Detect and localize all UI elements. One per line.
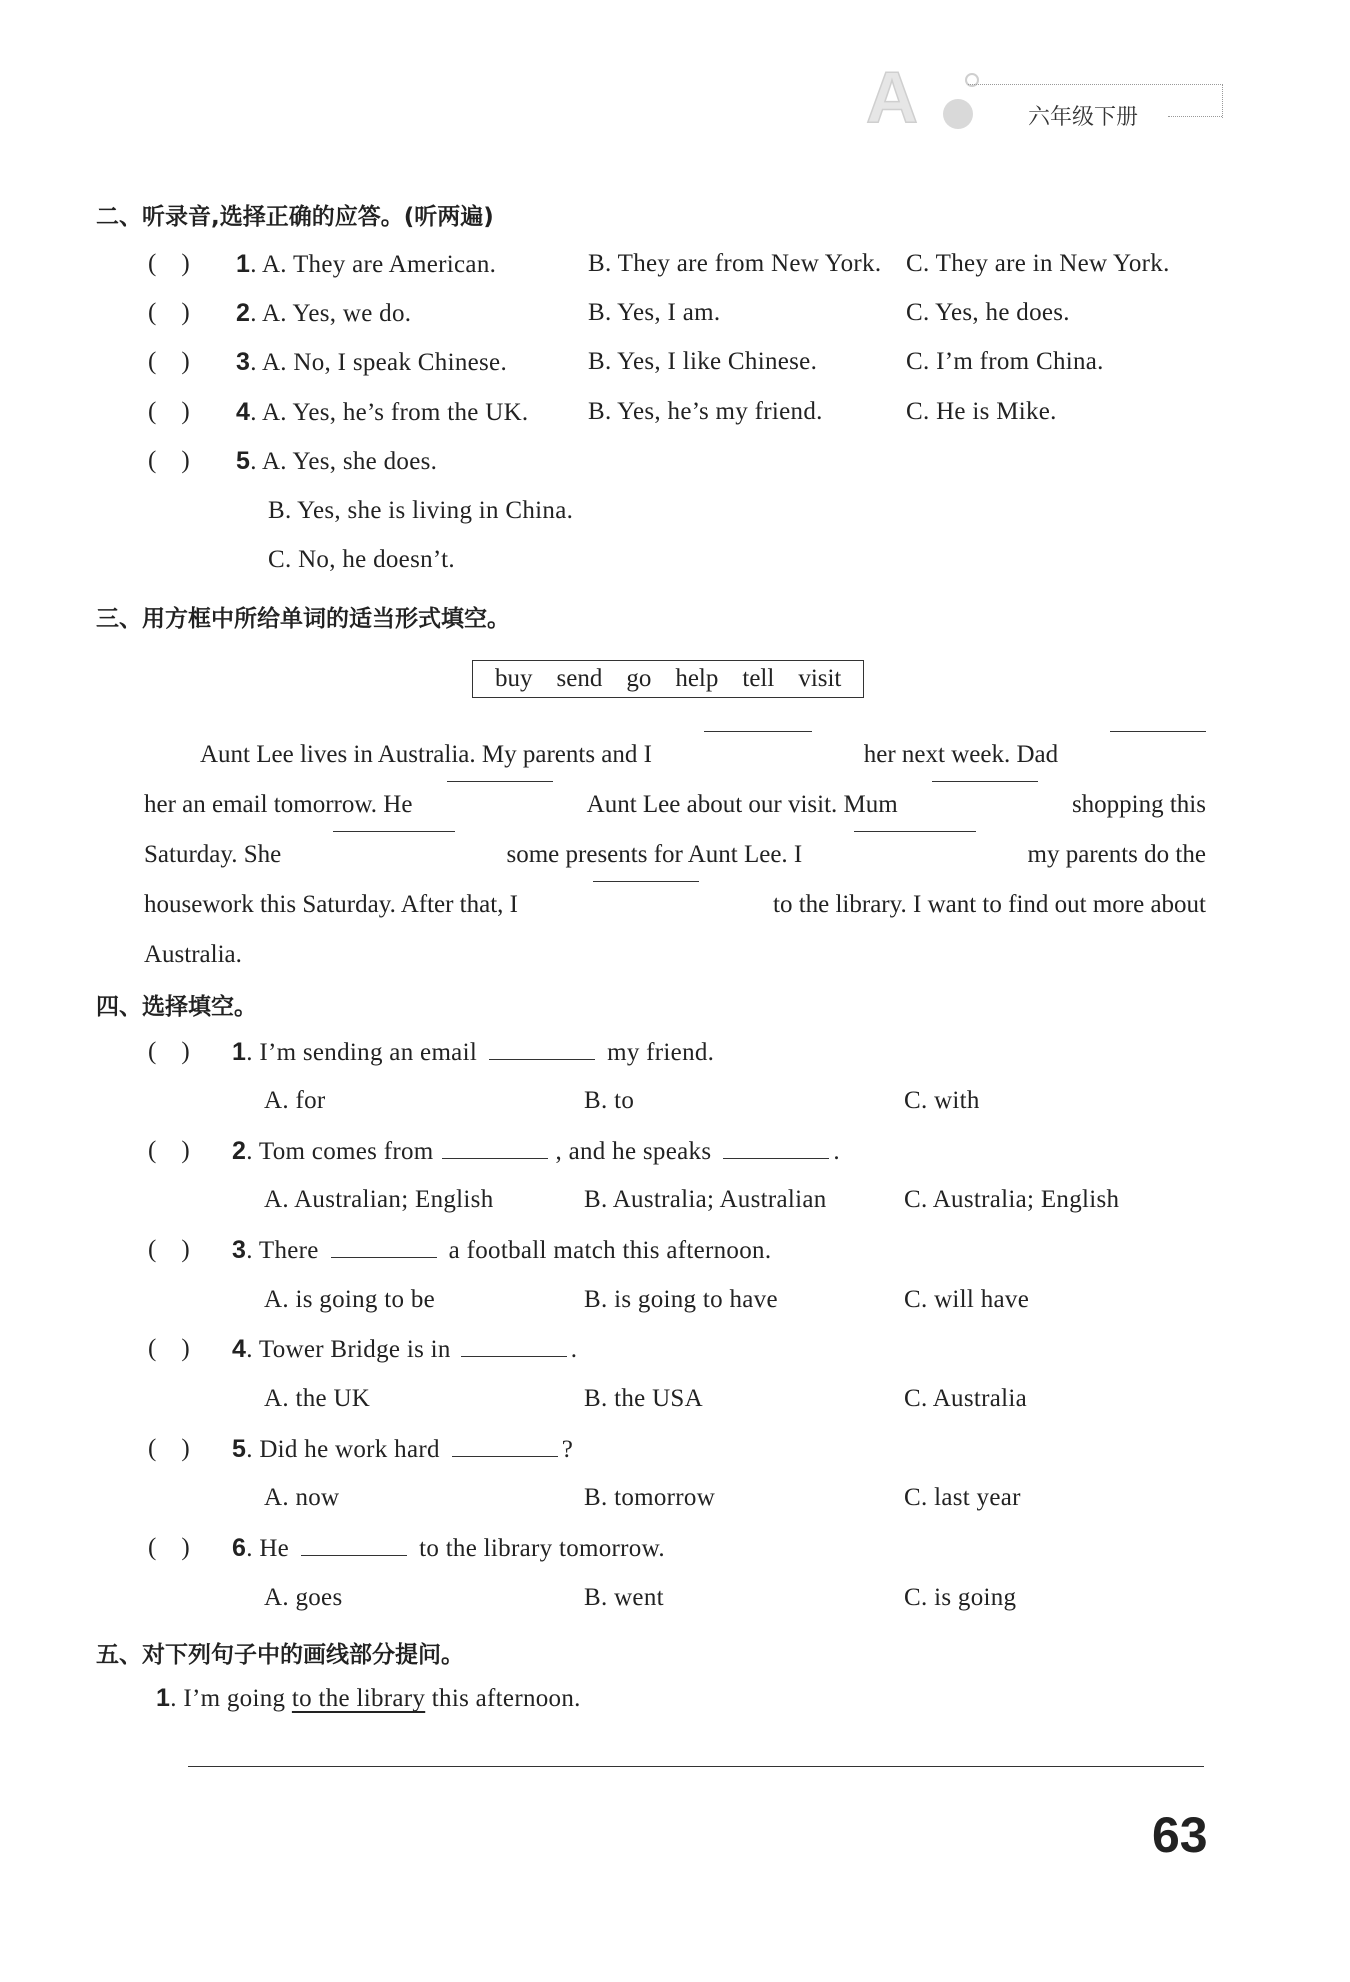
fill-passage: Aunt Lee lives in Australia. My parents and I her next week. Dad her an email tomorrow. He Aunt Lee about our visit. Mum shopping this Saturday. She some presents for Aunt Lee. I my parents do the housework this Saturday. After that, I to the library. I want to find out more about Australia. — [144, 730, 1206, 980]
option-c: C. Yes, he does. — [906, 299, 1070, 326]
question-4-6: 6. He to the library tomorrow. — [232, 1534, 665, 1562]
answer-paren: ( ) — [148, 1435, 190, 1462]
option-a: A. now — [264, 1484, 340, 1511]
question-2-3: 3. A. No, I speak Chinese. — [236, 348, 507, 376]
option-a: A. goes — [264, 1584, 343, 1611]
section-3-title: 三、用方框中所给单词的适当形式填空。 — [96, 606, 510, 632]
answer-paren: ( ) — [148, 1137, 190, 1164]
blank-field[interactable] — [489, 1058, 595, 1060]
option-c: C. will have — [904, 1286, 1030, 1313]
page-number: 63 — [1152, 1807, 1208, 1863]
answer-paren: ( ) — [148, 1236, 190, 1263]
answer-paren: ( ) — [148, 250, 190, 277]
option-a: A. for — [264, 1087, 326, 1114]
underlined-phrase: to the library — [291, 1685, 426, 1712]
grade-label: 六年级下册 — [1028, 105, 1139, 130]
option-a: A. the UK — [264, 1385, 371, 1412]
question-4-5: 5. Did he work hard ? — [232, 1435, 574, 1463]
option-c: C. with — [904, 1087, 980, 1114]
option-b: B. to — [584, 1087, 635, 1114]
option-b: B. the USA — [584, 1385, 703, 1412]
section-4-title: 四、选择填空。 — [96, 994, 257, 1020]
question-2-2: 2. A. Yes, we do. — [236, 299, 412, 327]
option-c: C. last year — [904, 1484, 1021, 1511]
answer-paren: ( ) — [148, 1534, 190, 1561]
word: help — [675, 665, 719, 692]
blank-field[interactable] — [593, 880, 699, 882]
word-box — [472, 660, 864, 698]
question-4-4: 4. Tower Bridge is in . — [232, 1335, 578, 1363]
option-c: C. He is Mike. — [906, 398, 1057, 425]
question-2-1: 1. A. They are American. — [236, 250, 497, 278]
answer-paren: ( ) — [148, 1038, 190, 1065]
option-b: B. Yes, he’s my friend. — [588, 398, 823, 425]
option-b: B. Yes, I am. — [588, 299, 721, 326]
header-rule-vertical — [1222, 84, 1223, 118]
blank-field[interactable] — [331, 1256, 437, 1258]
word: go — [626, 665, 652, 692]
blank-field[interactable] — [461, 1355, 567, 1357]
blank-field[interactable] — [301, 1554, 407, 1556]
question-4-2: 2. Tom comes from , and he speaks . — [232, 1137, 840, 1165]
option-b: B. They are from New York. — [588, 250, 882, 277]
option-a: A. is going to be — [264, 1286, 436, 1313]
word: send — [556, 665, 603, 692]
header-rule — [968, 84, 1223, 85]
question-2-5: 5. A. Yes, she does. — [236, 447, 438, 475]
blank-field[interactable] — [932, 780, 1038, 782]
option-c: C. No, he doesn’t. — [268, 546, 455, 573]
blank-field[interactable] — [704, 730, 812, 732]
option-c: C. Australia — [904, 1385, 1028, 1412]
header-rule-short — [1168, 116, 1222, 117]
word: buy — [495, 665, 533, 692]
section-5-title: 五、对下列句子中的画线部分提问。 — [96, 1642, 464, 1668]
answer-paren: ( ) — [148, 447, 190, 474]
word: visit — [798, 665, 842, 692]
answer-line[interactable] — [188, 1766, 1204, 1767]
blank-field[interactable] — [854, 830, 976, 832]
option-b: B. Yes, she is living in China. — [268, 497, 574, 524]
svg-text:A: A — [866, 58, 918, 136]
word: tell — [742, 665, 775, 692]
option-b: B. is going to have — [584, 1286, 778, 1313]
question-5-1: 1. I’m going to the library this afternoon. — [156, 1684, 581, 1712]
question-4-1: 1. I’m sending an email my friend. — [232, 1038, 715, 1066]
blank-field[interactable] — [333, 830, 455, 832]
answer-paren: ( ) — [148, 348, 190, 375]
section-2-title: 二、听录音,选择正确的应答。(听两遍) — [96, 204, 494, 230]
answer-paren: ( ) — [148, 299, 190, 326]
question-2-4: 4. A. Yes, he’s from the UK. — [236, 398, 529, 426]
option-b: B. Yes, I like Chinese. — [588, 348, 818, 375]
option-c: C. I’m from China. — [906, 348, 1104, 375]
option-b: B. went — [584, 1584, 664, 1611]
question-4-3: 3. There a football match this afternoon. — [232, 1236, 772, 1264]
option-c: C. Australia; English — [904, 1186, 1120, 1213]
blank-field[interactable] — [452, 1455, 558, 1457]
blank-field[interactable] — [723, 1157, 829, 1159]
answer-paren: ( ) — [148, 1335, 190, 1362]
blank-field[interactable] — [447, 780, 553, 782]
option-b: B. Australia; Australian — [584, 1186, 827, 1213]
blank-field[interactable] — [1110, 730, 1206, 732]
logo-icon — [860, 56, 980, 136]
answer-paren: ( ) — [148, 398, 190, 425]
option-b: B. tomorrow — [584, 1484, 716, 1511]
option-c: C. They are in New York. — [906, 250, 1170, 277]
option-c: C. is going — [904, 1584, 1017, 1611]
option-a: A. Australian; English — [264, 1186, 494, 1213]
blank-field[interactable] — [442, 1157, 548, 1159]
